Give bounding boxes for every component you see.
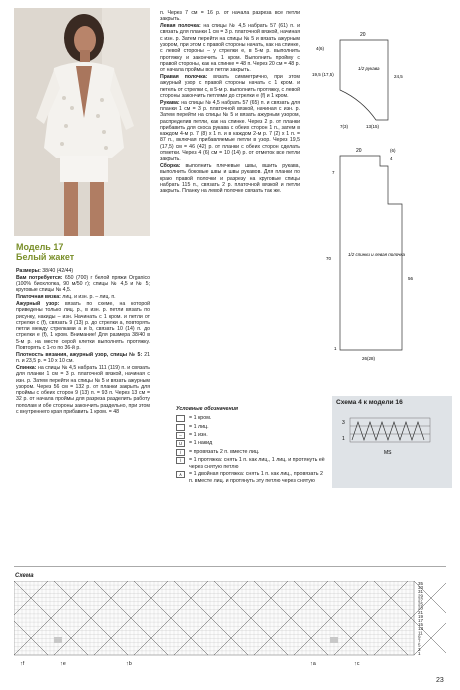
- dim-label: 19,5 (17,5): [312, 72, 334, 77]
- chart-row-number: 31: [418, 589, 424, 595]
- chart-row-number: 17: [418, 618, 424, 623]
- model-photo-illustration: [14, 8, 150, 236]
- dim-label: 20: [360, 32, 366, 38]
- sleeve-label: 1/2 рукава: [358, 66, 380, 71]
- legend: [176, 406, 326, 485]
- paragraph: [16, 268, 150, 274]
- chart-row-number: 1: [418, 650, 421, 656]
- paragraph-text: вязать по схеме, на которой приведены только лиц. р., в изн. р. петли вязать по рисунку, накиды – изн. Начинать с 1 кром. и петли от стрелки с (f), связать 9 (13) р. до стрелки а, повторять петли между стрелками а и b, связать 10 (14) п. до стрелки е (f), 1 кром. Внимание! Для размера 38/40 в 5-м р. на месте серой клетки выполнять протяжку. Повторять с 1-го по 36-й р.: [16, 300, 150, 352]
- dim-label: 13(15): [366, 124, 380, 129]
- legend-item: [176, 440, 326, 447]
- paragraph-label: Правая полочка:: [160, 73, 208, 80]
- dim-label: 7(3): [340, 124, 349, 129]
- page-number: 23: [436, 677, 444, 684]
- chart-row-number: 21: [418, 609, 424, 615]
- model-name: Белый жакет: [16, 252, 75, 262]
- schema-row-number: 3: [342, 420, 345, 426]
- back-label: 1/2 спинки и левая полочка: [348, 252, 405, 257]
- paragraph-text: на спицы № 4,5 набрать 57 (61) п. и связать для планки 1 см = 3 р. платочной вязкой, начиная с изн. р. Затем перейти на спицы № 5 и вязать ажурным узором, при этом с правой стороны начать, как на спинке, с левой стороны – у стрелки e, в 5-м р. выполнить протяжку и закончить 1 кром. Выполнить пройму с правой стороны, как на спинке = 48 п. Через 20 см = 48 р. от начала проймы все петли закрыть.: [160, 23, 300, 74]
- schema-label: MS: [384, 450, 392, 456]
- chart-title: Схема: [15, 573, 34, 579]
- chart-row-number: 9: [418, 634, 421, 640]
- legend-item: [176, 424, 326, 431]
- chart-row-number: 13: [418, 626, 424, 632]
- legend-symbol: –: [176, 432, 185, 439]
- paragraph-label: Спинка:: [16, 364, 37, 371]
- legend-symbol: [176, 424, 185, 431]
- instructions-column-1: [16, 268, 150, 416]
- paragraph-label: Левая полочка:: [160, 23, 201, 30]
- paragraph: [160, 10, 300, 23]
- chart-row-number: 29: [418, 593, 424, 599]
- chart-row-number: 23: [418, 605, 424, 611]
- legend-item: [176, 457, 326, 470]
- paragraph-text: 38/40 (42/44): [40, 268, 74, 274]
- dim-label: 56: [408, 276, 414, 281]
- legend-text: = 1 лиц.: [189, 423, 209, 430]
- model-number: Модель 17: [16, 242, 64, 252]
- paragraph-label: Плотность вязания, ажурный узор, спицы № 5:: [16, 351, 143, 358]
- chart-row-number: 19: [418, 613, 424, 619]
- legend-item: [176, 432, 326, 439]
- chart-arrow-label: ↑b: [126, 661, 132, 667]
- paragraph-label: Вам потребуется:: [16, 274, 63, 281]
- dim-label: 7: [332, 170, 335, 175]
- chart-row-number: 35: [418, 581, 424, 586]
- dim-label: 26(28): [362, 356, 376, 361]
- paragraph-text: на спицы № 4,5 набрать 111 (119) п. и связать для планки 1 см = 3 р. платочной вязкой, начиная с изн. р. Затем перейти на спицы № 5 и вязать ажурным узором. Через 56 см = 132 р. от планки закрыть для проймы с обеих сторон 9 (13) п. = 93 п. Через 13 см = 32 р. от начала проймы для разреза разделить работу пополам и обе стороны закончить раздельно, при этом с внутреннего края прибавить 1 кром. = 48: [16, 364, 150, 416]
- paragraph-text: 21 п. и 23,5 р. = 10 х 10 см.: [16, 351, 150, 365]
- schema-4-grid: [340, 410, 450, 484]
- legend-symbol: /: [176, 449, 185, 456]
- paragraph: [16, 301, 150, 351]
- dim-label: 70: [326, 256, 332, 261]
- schema-4-title: Схема 4 к модели 16: [336, 399, 403, 406]
- schema-row-number: 1: [342, 436, 345, 442]
- dim-label: 20: [356, 148, 362, 154]
- pattern-schematics: [310, 20, 455, 380]
- legend-text: = 1 двойная протяжка: снять 1 п. как лиц., провязать 2 п. вместе лиц. и протянуть эту петлю через снятую: [189, 471, 323, 484]
- paragraph-label: Сборка:: [160, 163, 181, 170]
- legend-symbol: \: [176, 457, 185, 464]
- legend-title: Условные обозначения: [176, 406, 239, 412]
- paragraph: [160, 163, 300, 194]
- dim-label: (6): [390, 148, 396, 153]
- chart-arrow-label: ↑e: [60, 661, 66, 667]
- knitting-chart: [14, 581, 446, 669]
- chart-row-number: 27: [418, 597, 424, 603]
- paragraph: [16, 365, 150, 415]
- legend-item: [176, 471, 326, 484]
- paragraph-label: Платочная вязка:: [16, 294, 61, 301]
- legend-text: = 1 изн.: [189, 432, 208, 439]
- legend-symbol: U: [176, 440, 185, 447]
- chart-arrow-label: ↑a: [310, 661, 316, 667]
- chart-row-number: 11: [418, 630, 423, 636]
- divider: [14, 566, 446, 567]
- dim-label: 1: [334, 346, 337, 351]
- paragraph-label: Размеры:: [16, 268, 41, 274]
- model-photo: [14, 8, 150, 236]
- sleeve-pattern: [312, 32, 403, 129]
- chart-arrow-label: ↑f: [20, 661, 25, 667]
- paragraph: [160, 74, 300, 99]
- dim-label: 4(6): [316, 46, 325, 51]
- legend-text: = 1 накид: [189, 440, 213, 447]
- paragraph: [160, 100, 300, 163]
- paragraph: [16, 352, 150, 365]
- chart-row-number: 15: [418, 622, 424, 628]
- dim-label: 4: [390, 156, 393, 161]
- paragraph: [16, 275, 150, 294]
- legend-text: = провязать 2 п. вместе лиц.: [189, 448, 260, 455]
- chart-row-number: 5: [418, 642, 421, 648]
- paragraph-label: Ажурный узор:: [16, 300, 60, 307]
- chart-row-number: 33: [418, 585, 424, 591]
- legend-item: [176, 415, 326, 422]
- legend-symbol: ∧: [176, 471, 185, 478]
- dim-label: 24,5: [394, 74, 403, 79]
- legend-item: [176, 449, 326, 456]
- paragraph: [160, 23, 300, 73]
- back-pattern: [326, 148, 414, 361]
- paragraph-text: выполнить плечевые швы, вшить рукава, выполнить боковые швы и швы рукавов. Для планки по краю правой полочки и разрезу на круговые спицы набрать 115 п., связать 2 р. платочной вязкой и петли закрыть. Планку на левой полочке связать так же.: [160, 163, 300, 195]
- chart-row-number: 3: [418, 646, 421, 652]
- chart-row-number: 7: [418, 638, 421, 644]
- paragraph-text: лиц. и изн. р. – лиц. п.: [60, 294, 116, 301]
- paragraph-text: вязать симметрично, при этом ажурный узор с правой стороны начать с 1 кром. и петель от стрелки с, в 5-м р. выполнить протяжку, с левой стороны закончить петлями до стрелки e (f) и 1 кром.: [160, 73, 300, 99]
- chart-row-number: 25: [418, 601, 424, 607]
- model-title: [16, 242, 74, 262]
- chart-arrow-label: ↑c: [354, 661, 360, 667]
- legend-text: = 1 протяжка: снять 1 п. как лиц., 1 лиц. и протянуть её через снятую петлю: [189, 457, 325, 470]
- paragraph-text: п. Через 7 см = 16 р. от начала разреза все петли закрыть.: [160, 10, 300, 23]
- instructions-column-2: [160, 10, 300, 195]
- paragraph-text: на спицы № 4,5 набрать 57 (65) п. и связать для планки 1 см = 3 р. платочной вязкой, начиная с изн. р. Затем перейти на спицы № 5 и вязать ажурным узором, распределив петли, как на спинке. Через 2 р. от планки прибавить для скоса рукава с обеих сторон 1 п., затем в каждом 4-м р. 7 (8) х 1 п. и в каждом 2-м р. 7 (2) х 1 п. = 87 п., включая прибавляемые петли в узор. Через 19,5 (17,5) см = 46 (42) р. от планки с обеих сторон сделать отметки. Через 4 (6) см = 10 (14) р. от отметок все петли закрыть.: [160, 99, 300, 163]
- legend-symbol: [176, 415, 185, 422]
- paragraph-text: 650 (700) г белой пряжи Organico (100% биохлопка, 90 м/50 г); спицы № 4,5 и № 5; круговые спицы № 4,5.: [16, 274, 150, 294]
- paragraph: [16, 294, 150, 300]
- paragraph-label: Рукава:: [160, 99, 180, 106]
- legend-text: = 1 кром.: [189, 415, 212, 422]
